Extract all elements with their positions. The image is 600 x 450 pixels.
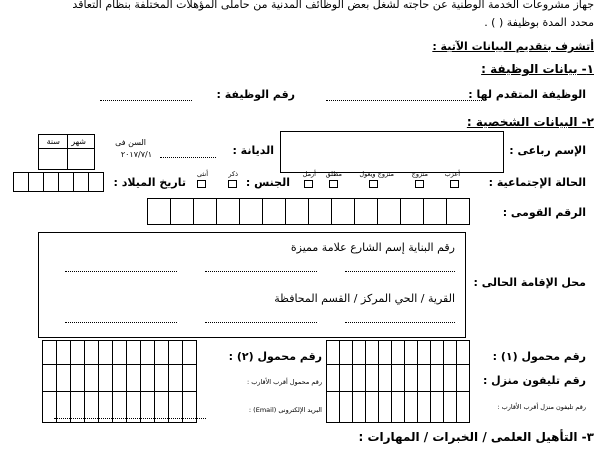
- phone-digit-cell[interactable]: [182, 391, 197, 423]
- national-id-cell[interactable]: [239, 198, 263, 225]
- national-id-cell[interactable]: [170, 198, 194, 225]
- phone-digit-cell[interactable]: [84, 391, 99, 423]
- phone-digit-cell[interactable]: [98, 391, 113, 423]
- gender-option-male: ذكر: [228, 170, 238, 178]
- phone-digit-cell[interactable]: [112, 364, 127, 392]
- phone-digit-cell[interactable]: [140, 340, 155, 365]
- phone-digit-cell[interactable]: [365, 340, 379, 365]
- national-id-cell[interactable]: [423, 198, 447, 225]
- phone-digit-cell[interactable]: [378, 364, 392, 392]
- national-id-cell[interactable]: [262, 198, 286, 225]
- request-line: أتشرف بتقديم البيانات الآتية :: [432, 40, 594, 53]
- national-id-cell[interactable]: [354, 198, 378, 225]
- phone-digit-cell[interactable]: [391, 391, 405, 423]
- phone-digit-cell[interactable]: [430, 391, 444, 423]
- address-field[interactable]: [205, 271, 317, 272]
- phone-digit-cell[interactable]: [154, 340, 169, 365]
- full-name-label: الإسم رباعى :: [509, 144, 586, 157]
- phone-digit-cell[interactable]: [391, 340, 405, 365]
- phone-digit-cell[interactable]: [168, 340, 183, 365]
- phone-digit-cell[interactable]: [70, 391, 85, 423]
- marital-option-single: أعزب: [444, 170, 460, 178]
- phone-digit-cell[interactable]: [404, 391, 418, 423]
- phone-digit-cell[interactable]: [140, 364, 155, 392]
- phone-digit-cell[interactable]: [154, 391, 169, 423]
- national-id-cell[interactable]: [308, 198, 332, 225]
- phone-digit-cell[interactable]: [140, 391, 155, 423]
- gender-female-checkbox[interactable]: [197, 180, 206, 188]
- phone-digit-cell[interactable]: [326, 340, 340, 365]
- birth-date-cell[interactable]: [13, 172, 29, 192]
- email-label: البريد الإلكترونى (Email) :: [248, 406, 322, 414]
- phone-digit-cell[interactable]: [404, 340, 418, 365]
- marital-single-checkbox[interactable]: [450, 180, 459, 188]
- address-line-1-labels: رقم البناية إسم الشارع علامة مميزة: [290, 241, 455, 254]
- address-line-2-labels: القرية / الحي المركز / القسم المحافظة: [274, 292, 455, 305]
- phone-digit-cell[interactable]: [378, 391, 392, 423]
- phone-digit-cell[interactable]: [112, 340, 127, 365]
- national-id-cell[interactable]: [331, 198, 355, 225]
- phone-digit-cell[interactable]: [112, 391, 127, 423]
- religion-field[interactable]: [160, 157, 216, 158]
- phone-digit-cell[interactable]: [352, 364, 366, 392]
- phone-digit-cell[interactable]: [56, 364, 71, 392]
- phone-digit-cell[interactable]: [70, 340, 85, 365]
- birth-date-cell[interactable]: [28, 172, 44, 192]
- phone-digit-cell[interactable]: [443, 364, 457, 392]
- phone-digit-cell[interactable]: [56, 340, 71, 365]
- national-id-cell[interactable]: [193, 198, 217, 225]
- birth-date-cell[interactable]: [73, 172, 89, 192]
- phone-digit-cell[interactable]: [84, 364, 99, 392]
- marital-divorced-checkbox[interactable]: [329, 180, 338, 188]
- intro-line-2: محدد المدة بوظيفة ( ) .: [484, 16, 594, 29]
- job-applied-field[interactable]: [326, 100, 482, 101]
- phone-digit-cell[interactable]: [456, 340, 470, 365]
- phone-digit-cell[interactable]: [417, 364, 431, 392]
- marital-option-married: متزوج: [411, 170, 428, 178]
- address-field[interactable]: [345, 271, 455, 272]
- gender-male-checkbox[interactable]: [228, 180, 237, 188]
- phone-digit-cell[interactable]: [42, 391, 57, 423]
- address-field[interactable]: [65, 322, 177, 323]
- phone-digit-cell[interactable]: [339, 364, 353, 392]
- phone-digit-cell[interactable]: [430, 340, 444, 365]
- phone-digit-cell[interactable]: [352, 391, 366, 423]
- section3-heading: ٣- التأهيل العلمى / الخبرات / المهارات :: [358, 430, 594, 444]
- marital-status-label: الحالة الإجتماعية :: [488, 176, 586, 189]
- phone-digit-cell[interactable]: [154, 364, 169, 392]
- intro-line-1: جهاز مشروعات الخدمة الوطنية عن حاجته لشغل بعض الوظائف المدنية من حاملى المؤهلات المختلفة بنظام التعاقد: [72, 0, 594, 11]
- phone-digit-cell[interactable]: [326, 391, 340, 423]
- home-phone-label: رقم تليفون منزل :: [482, 374, 586, 387]
- phone-digit-cell[interactable]: [84, 340, 99, 365]
- phone-digit-cell[interactable]: [417, 391, 431, 423]
- birth-date-cell[interactable]: [58, 172, 74, 192]
- phone-digit-cell[interactable]: [456, 364, 470, 392]
- marital-option-married-supporting: متزوج ويعول: [359, 170, 394, 178]
- religion-label: الديانة :: [232, 144, 274, 157]
- relative-home-phone-label: رقم تليفون منزل أقرب الأقارب :: [497, 403, 586, 411]
- phone-digit-cell[interactable]: [391, 364, 405, 392]
- full-name-box[interactable]: [280, 131, 504, 173]
- age-box-divider: [38, 148, 95, 149]
- national-id-cell[interactable]: [377, 198, 401, 225]
- address-field[interactable]: [205, 322, 317, 323]
- phone-digit-cell[interactable]: [70, 364, 85, 392]
- phone-digit-cell[interactable]: [430, 364, 444, 392]
- national-id-cell[interactable]: [400, 198, 424, 225]
- phone-digit-cell[interactable]: [456, 391, 470, 423]
- address-field[interactable]: [345, 322, 455, 323]
- marital-option-divorced: مطلق: [325, 170, 342, 178]
- age-month-label: شهر: [71, 137, 86, 146]
- birth-date-label: تاريخ الميلاد :: [113, 176, 186, 189]
- phone-digit-cell[interactable]: [326, 364, 340, 392]
- phone-digit-cell[interactable]: [443, 391, 457, 423]
- address-field[interactable]: [65, 271, 177, 272]
- mobile-2-label: رقم محمول (٢) :: [228, 350, 322, 363]
- section1-heading: ١- بيانات الوظيفة :: [481, 62, 594, 76]
- phone-digit-cell[interactable]: [182, 364, 197, 392]
- age-date: ٢٠١٧/٧/١: [120, 150, 152, 159]
- phone-digit-cell[interactable]: [182, 340, 197, 365]
- phone-digit-cell[interactable]: [168, 391, 183, 423]
- national-id-cell[interactable]: [446, 198, 470, 225]
- birth-date-cell[interactable]: [88, 172, 104, 192]
- phone-digit-cell[interactable]: [352, 340, 366, 365]
- marital-option-widowed: أرمل: [302, 170, 316, 178]
- phone-digit-cell[interactable]: [365, 391, 379, 423]
- mobile-1-label: رقم محمول (١) :: [492, 350, 586, 363]
- national-id-cell[interactable]: [285, 198, 309, 225]
- marital-married-supporting-checkbox[interactable]: [369, 180, 378, 188]
- phone-digit-cell[interactable]: [365, 364, 379, 392]
- phone-digit-cell[interactable]: [417, 340, 431, 365]
- phone-digit-cell[interactable]: [404, 364, 418, 392]
- phone-digit-cell[interactable]: [339, 391, 353, 423]
- residence-label: محل الإقامة الحالى :: [473, 276, 586, 289]
- job-applied-label: الوظيفة المتقدم لها :: [468, 88, 586, 101]
- phone-digit-cell[interactable]: [98, 340, 113, 365]
- age-label: السن فى: [115, 138, 146, 147]
- gender-option-female: أنثى: [197, 170, 208, 178]
- phone-digit-cell[interactable]: [443, 340, 457, 365]
- phone-digit-cell[interactable]: [168, 364, 183, 392]
- national-id-cell[interactable]: [147, 198, 171, 225]
- phone-digit-cell[interactable]: [56, 391, 71, 423]
- phone-digit-cell[interactable]: [42, 340, 57, 365]
- phone-digit-cell[interactable]: [126, 340, 141, 365]
- birth-date-cell[interactable]: [43, 172, 59, 192]
- phone-digit-cell[interactable]: [98, 364, 113, 392]
- phone-digit-cell[interactable]: [378, 340, 392, 365]
- phone-digit-cell[interactable]: [126, 391, 141, 423]
- section2-heading: ٢- البيانات الشخصية :: [466, 115, 594, 129]
- national-id-cell[interactable]: [216, 198, 240, 225]
- relative-mobile-label: رقم محمول أقرب الأقارب :: [246, 378, 322, 386]
- national-id-label: الرقم القومى :: [502, 206, 586, 219]
- marital-married-checkbox[interactable]: [415, 180, 424, 188]
- age-year-label: سنة: [46, 137, 60, 146]
- phone-digit-cell[interactable]: [126, 364, 141, 392]
- phone-digit-cell[interactable]: [42, 364, 57, 392]
- phone-digit-cell[interactable]: [339, 340, 353, 365]
- job-number-label: رقم الوظيفة :: [216, 88, 295, 101]
- gender-label: الجنس :: [245, 176, 290, 189]
- job-number-field[interactable]: [100, 100, 192, 101]
- marital-widowed-checkbox[interactable]: [304, 180, 313, 188]
